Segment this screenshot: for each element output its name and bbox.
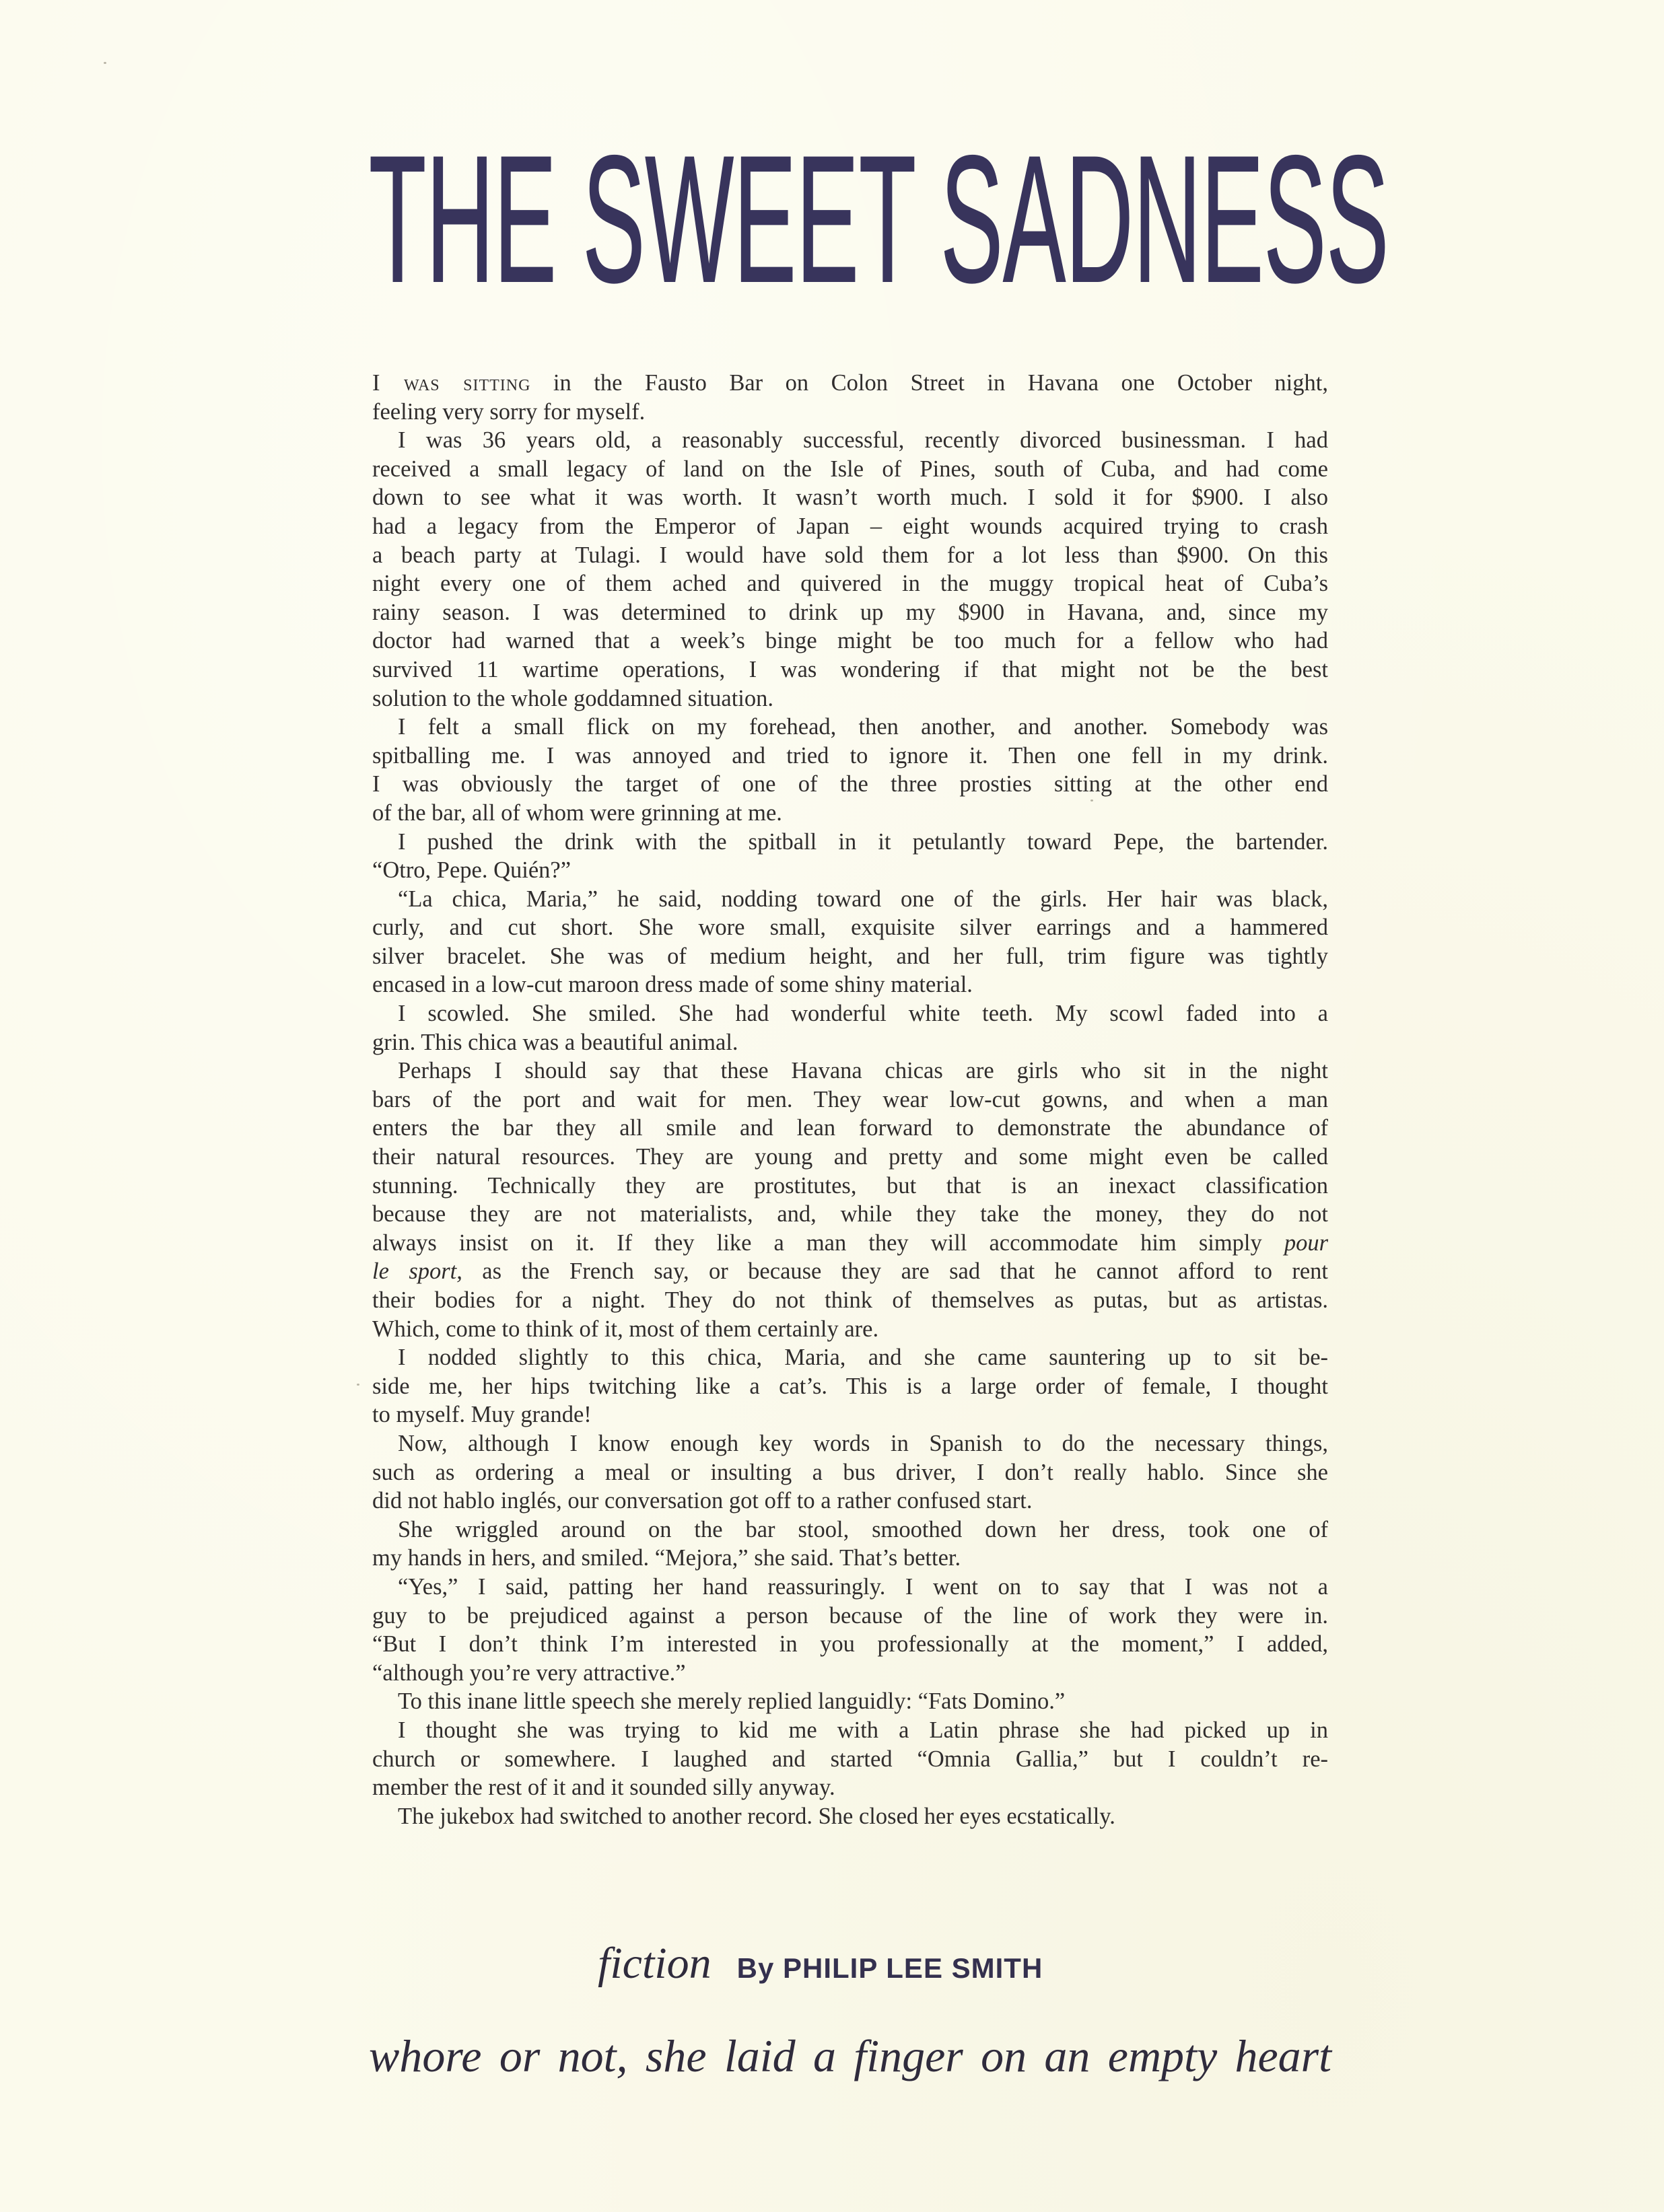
text-line: I was 36 years old, a reasonably successful, recently divorced businessman. I had	[398, 427, 1328, 454]
text-line: survived 11 wartime operations, I was wondering if that might not be the best	[372, 656, 1328, 682]
text-line: solution to the whole goddamned situation.	[372, 685, 774, 711]
article-subtitle: whore or not, she laid a finger on an empty heart	[369, 2030, 1331, 2081]
text-line: I nodded slightly to this chica, Maria, and she came sauntering up to sit be-	[398, 1345, 1328, 1371]
lead-in-small-caps: I was sitting	[372, 370, 531, 396]
article-title-text: THE SWEET SADNESS	[369, 118, 1389, 320]
article-body	[372, 369, 1328, 1830]
text-line: To this inane little speech she merely replied languidly: “Fats Domino.”	[398, 1688, 1066, 1715]
paragraph	[372, 1573, 1328, 1687]
article-title	[369, 118, 1389, 320]
text-line: I felt a small flick on my forehead, then another, and another. Somebody was	[398, 714, 1328, 740]
text-line: encased in a low-cut maroon dress made of some shiny material.	[372, 972, 973, 998]
paper-speck	[1090, 799, 1093, 801]
text-line: down to see what it was worth. It wasn’t worth much. I sold it for $900. I also	[372, 485, 1328, 511]
text-line: had a legacy from the Emperor of Japan – eight wounds acquired trying to crash	[372, 513, 1328, 539]
text-line: a beach party at Tulagi. I would have sold them for a lot less than $900. On this	[372, 542, 1328, 568]
text-line: silver bracelet. She was of medium height, and her full, trim figure was tightly	[372, 943, 1328, 969]
paragraph	[372, 1343, 1328, 1429]
text-line: received a small legacy of land on the Isle of Pines, south of Cuba, and had come	[372, 456, 1328, 482]
text-line: I was obviously the target of one of the three prosties sitting at the other end	[372, 771, 1328, 797]
text-line: “Otro, Pepe. Quién?”	[372, 857, 571, 884]
text-line: of the bar, all of whom were grinning at me.	[372, 799, 782, 826]
text-line: night every one of them ached and quivered in the muggy tropical heat of Cuba’s	[372, 571, 1328, 597]
text-line: “But I don’t think I’m interested in you professionally at the moment,” I added,	[372, 1631, 1328, 1657]
text-line: side me, her hips twitching like a cat’s. This is a large order of female, I thought	[372, 1373, 1328, 1399]
text-line: feeling very sorry for myself.	[372, 398, 646, 425]
paragraph	[372, 426, 1328, 713]
text-line: I scowled. She smiled. She had wonderful white teeth. My scowl faded into a	[398, 1001, 1328, 1027]
text-line: spitballing me. I was annoyed and tried to ignore it. Then one fell in my drink.	[372, 742, 1328, 769]
text-line: member the rest of it and it sounded silly anyway.	[372, 1775, 835, 1801]
text-line: my hands in hers, and smiled. “Mejora,” she said. That’s better.	[372, 1545, 961, 1571]
text-line: such as ordering a meal or insulting a bus driver, I don’t really hablo. Since she	[372, 1459, 1328, 1485]
text-line: curly, and cut short. She wore small, exquisite silver earrings and a hammered	[372, 915, 1328, 941]
italic-phrase: pour	[1284, 1229, 1328, 1256]
text-line: I thought she was trying to kid me with a Latin phrase she had picked up in	[398, 1717, 1328, 1743]
paragraph	[372, 369, 1328, 426]
text-line: The jukebox had switched to another record. She closed her eyes ecstatically.	[398, 1803, 1115, 1829]
section-kicker: fiction	[598, 1939, 712, 1988]
paragraph	[372, 1515, 1328, 1573]
text-line: Perhaps I should say that these Havana chicas are girls who sit in the night	[398, 1058, 1328, 1084]
paragraph	[372, 828, 1328, 885]
text-line: enters the bar they all smile and lean forward to demonstrate the abundance of	[372, 1115, 1328, 1141]
paragraph	[372, 999, 1328, 1057]
italic-phrase: le sport,	[372, 1258, 462, 1285]
text-line: because they are not materialists, and, while they take the money, they do not	[372, 1201, 1328, 1227]
text-line: Which, come to think of it, most of them certainly are.	[372, 1316, 879, 1342]
text-line: I was sitting in the Fausto Bar on Colon Street in Havana one October night,	[372, 370, 1328, 396]
text-line: I pushed the drink with the spitball in it petulantly toward Pepe, the bartender.	[398, 828, 1328, 855]
byline	[598, 1938, 1043, 1992]
text-line: She wriggled around on the bar stool, smoothed down her dress, took one of	[398, 1516, 1328, 1542]
paper-speck	[104, 62, 106, 64]
paper-speck	[357, 1384, 359, 1386]
text-line: Now, although I know enough key words in Spanish to do the necessary things,	[398, 1430, 1328, 1456]
text-line: “although you’re very attractive.”	[372, 1660, 686, 1686]
paragraph	[372, 1802, 1328, 1831]
text-line: “Yes,” I said, patting her hand reassuringly. I went on to say that I was not a	[398, 1573, 1328, 1600]
text-line: rainy season. I was determined to drink up my $900 in Havana, and, since my	[372, 599, 1328, 625]
text-line: “La chica, Maria,” he said, nodding toward one of the girls. Her hair was black,	[398, 886, 1328, 912]
paragraph	[372, 885, 1328, 999]
text-line: did not hablo inglés, our conversation got off to a rather confused start.	[372, 1488, 1033, 1514]
text-line: their natural resources. They are young and pretty and some might even be called	[372, 1144, 1328, 1170]
paragraph	[372, 1716, 1328, 1802]
text-line: church or somewhere. I laughed and started “Omnia Gallia,” but I couldn’t re-	[372, 1746, 1328, 1772]
text-line: to myself. Muy grande!	[372, 1402, 592, 1428]
author-credit: By PHILIP LEE SMITH	[736, 1952, 1043, 1984]
text-line: bars of the port and wait for men. They wear low-cut gowns, and when a man	[372, 1086, 1328, 1112]
paragraph	[372, 1429, 1328, 1515]
text-line: doctor had warned that a week’s binge might be too much for a fellow who had	[372, 628, 1328, 654]
text-line: le sport, as the French say, or because they are sad that he cannot afford to rent	[372, 1258, 1328, 1285]
text-line: guy to be prejudiced against a person because of the line of work they were in.	[372, 1602, 1328, 1629]
text-line: stunning. Technically they are prostitutes, but that is an inexact classification	[372, 1172, 1328, 1199]
paragraph	[372, 1687, 1328, 1716]
text-line: always insist on it. If they like a man they will accommodate him simply pour	[372, 1229, 1328, 1256]
text-line: grin. This chica was a beautiful animal.	[372, 1029, 738, 1055]
paragraph	[372, 713, 1328, 827]
paragraph	[372, 1057, 1328, 1343]
text-line: their bodies for a night. They do not think of themselves as putas, but as artistas.	[372, 1287, 1328, 1313]
